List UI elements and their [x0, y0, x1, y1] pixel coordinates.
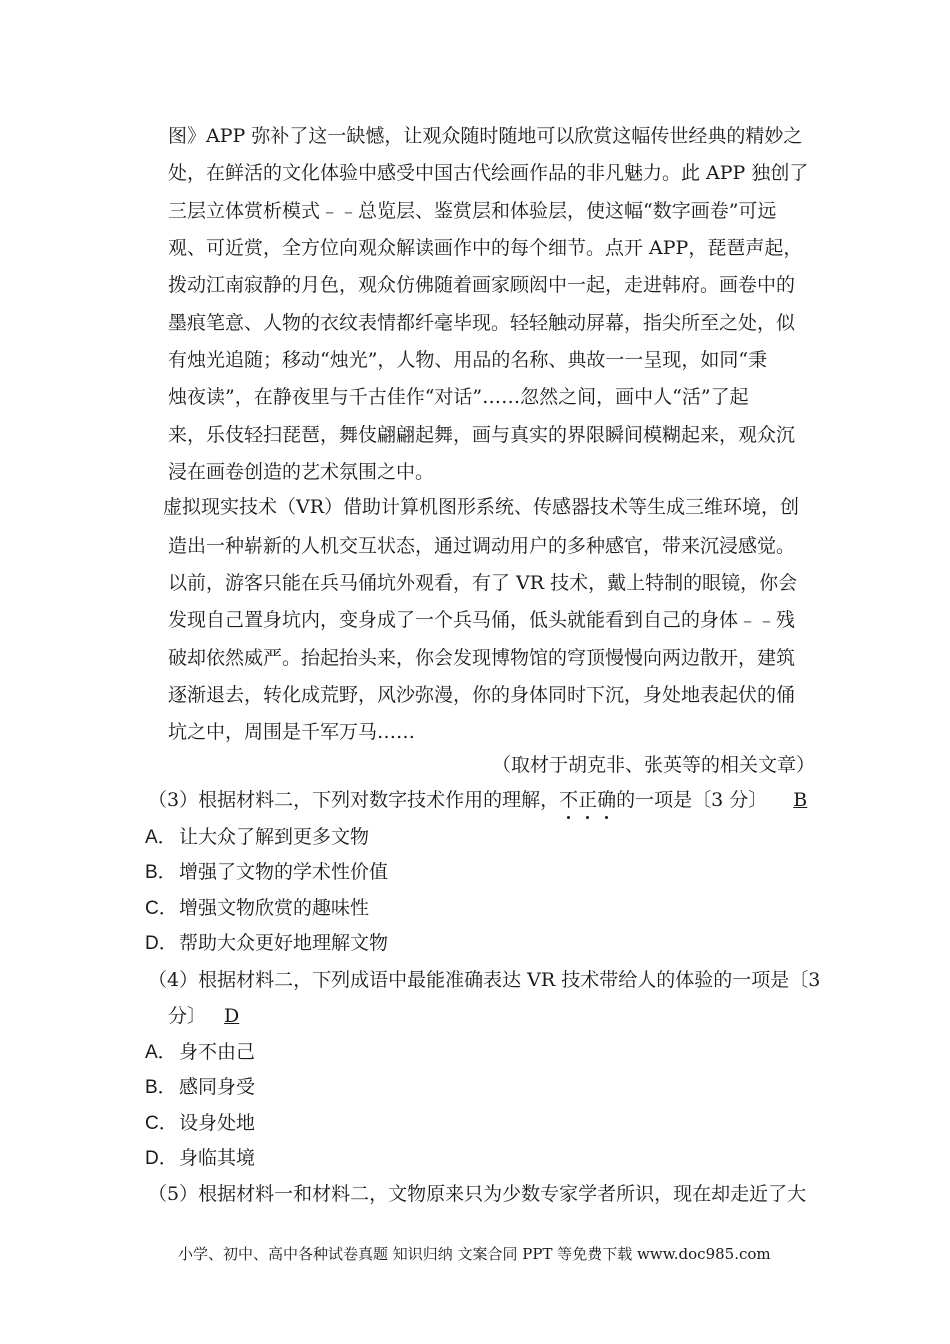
paragraph-line: 坑之中，周围是千军万马…… — [168, 721, 416, 743]
paragraph-line: 来，乐伎轻扫琵琶，舞伎翩翩起舞，画与真实的界限瞬间模糊起来，观众沉 — [168, 424, 796, 446]
option-text: 身不由己 — [179, 1041, 256, 1063]
paragraph-line: 以前，游客只能在兵马俑坑外观看，有了 VR 技术，戴上特制的眼镜，你会 — [168, 572, 798, 594]
question-5-stem: （5）根据材料一和材料二，文物原来只为少数专家学者所识，现在却走近了大 — [148, 1183, 807, 1205]
option-label: A． — [145, 827, 177, 848]
paragraph-line: 图》APP 弥补了这一缺憾，让观众随时随地可以欣赏这幅传世经典的精妙之 — [168, 125, 803, 147]
option-text: 增强了文物的学术性价值 — [179, 861, 389, 883]
option-label: D． — [145, 1148, 178, 1169]
option-a — [145, 1039, 255, 1066]
emphasis-char: 正 — [578, 789, 598, 811]
option-c — [145, 1110, 255, 1137]
question-4-stem: （4）根据材料二，下列成语中最能准确表达 VR 技术带给人的体验的一项是〔3 — [148, 969, 821, 991]
paragraph-line: 逐渐退去，转化成荒野，风沙弥漫，你的身体同时下沉，身处地表起伏的俑 — [168, 684, 796, 706]
paragraph-line: 有烛光追随；移动“烛光”，人物、用品的名称、典故一一呈现，如同“秉 — [168, 349, 768, 371]
paragraph-line: 拨动江南寂静的月色，观众仿佛随着画家顾闳中一起，走进韩府。画卷中的 — [168, 274, 796, 296]
question-3-suffix: 的一项是〔3 分〕 — [616, 789, 768, 811]
option-label: C． — [145, 1113, 178, 1134]
emphasis-char: 确 — [597, 789, 617, 811]
question-4-line2: 分〕 — [168, 1005, 207, 1027]
paragraph-line: 虚拟现实技术（VR）借助计算机图形系统、传感器技术等生成三维环境，创 — [163, 496, 800, 518]
paragraph-line: 墨痕笔意、人物的衣纹表情都纤毫毕现。轻轻触动屏幕，指尖所至之处，似 — [168, 312, 796, 334]
option-d — [145, 1145, 255, 1172]
option-text: 感同身受 — [179, 1076, 256, 1098]
paragraph-line: 处，在鲜活的文化体验中感受中国古代绘画作品的非凡魅力。此 APP 独创了 — [168, 162, 809, 184]
option-c — [145, 895, 369, 922]
option-label: A． — [145, 1042, 177, 1063]
question-3-stem — [148, 787, 807, 813]
emphasis-char: 不 — [559, 789, 579, 811]
paragraph-line: 破却依然威严。抬起抬头来，你会发现博物馆的穹顶慢慢向两边散开，建筑 — [168, 647, 796, 669]
source-note: （取材于胡克非、张英等的相关文章） — [492, 754, 816, 776]
option-label: B． — [145, 1077, 177, 1098]
option-b — [145, 1074, 255, 1101]
question-4-stem-cont — [168, 1003, 239, 1029]
option-label: B． — [145, 862, 177, 883]
option-text: 身临其境 — [179, 1147, 256, 1169]
option-text: 增强文物欣赏的趣味性 — [179, 897, 370, 919]
page-footer: 小学、初中、高中各种试卷真题 知识归纳 文案合同 PPT 等免费下载 www.doc985.com — [178, 1245, 771, 1263]
option-label: D． — [145, 933, 178, 954]
question-4-answer: D — [224, 1005, 240, 1027]
paragraph-line: 浸在画卷创造的艺术氛围之中。 — [168, 461, 435, 483]
paragraph-line: 三层立体赏析模式﹣﹣总览层、鉴赏层和体验层，使这幅“数字画卷”可远 — [168, 200, 777, 222]
paragraph-line: 烛夜读”，在静夜里与千古佳作“对话”……忽然之间，画中人“活”了起 — [168, 386, 749, 408]
option-b — [145, 859, 388, 886]
option-text: 帮助大众更好地理解文物 — [179, 932, 389, 954]
option-a — [145, 824, 369, 851]
paragraph-line: 发现自己置身坑内，变身成了一个兵马俑，低头就能看到自己的身体﹣﹣残 — [168, 609, 796, 631]
option-text: 让大众了解到更多文物 — [179, 826, 370, 848]
option-label: C． — [145, 898, 178, 919]
option-text: 设身处地 — [179, 1112, 256, 1134]
paragraph-line: 造出一种崭新的人机交互状态，通过调动用户的多种感官，带来沉浸感觉。 — [168, 535, 796, 557]
question-3-answer: B — [793, 789, 808, 811]
option-d — [145, 930, 388, 957]
paragraph-line: 观、可近赏，全方位向观众解读画作中的每个细节。点开 APP，琵琶声起， — [168, 237, 803, 259]
question-3-prefix: （3）根据材料二，下列对数字技术作用的理解， — [148, 789, 560, 811]
